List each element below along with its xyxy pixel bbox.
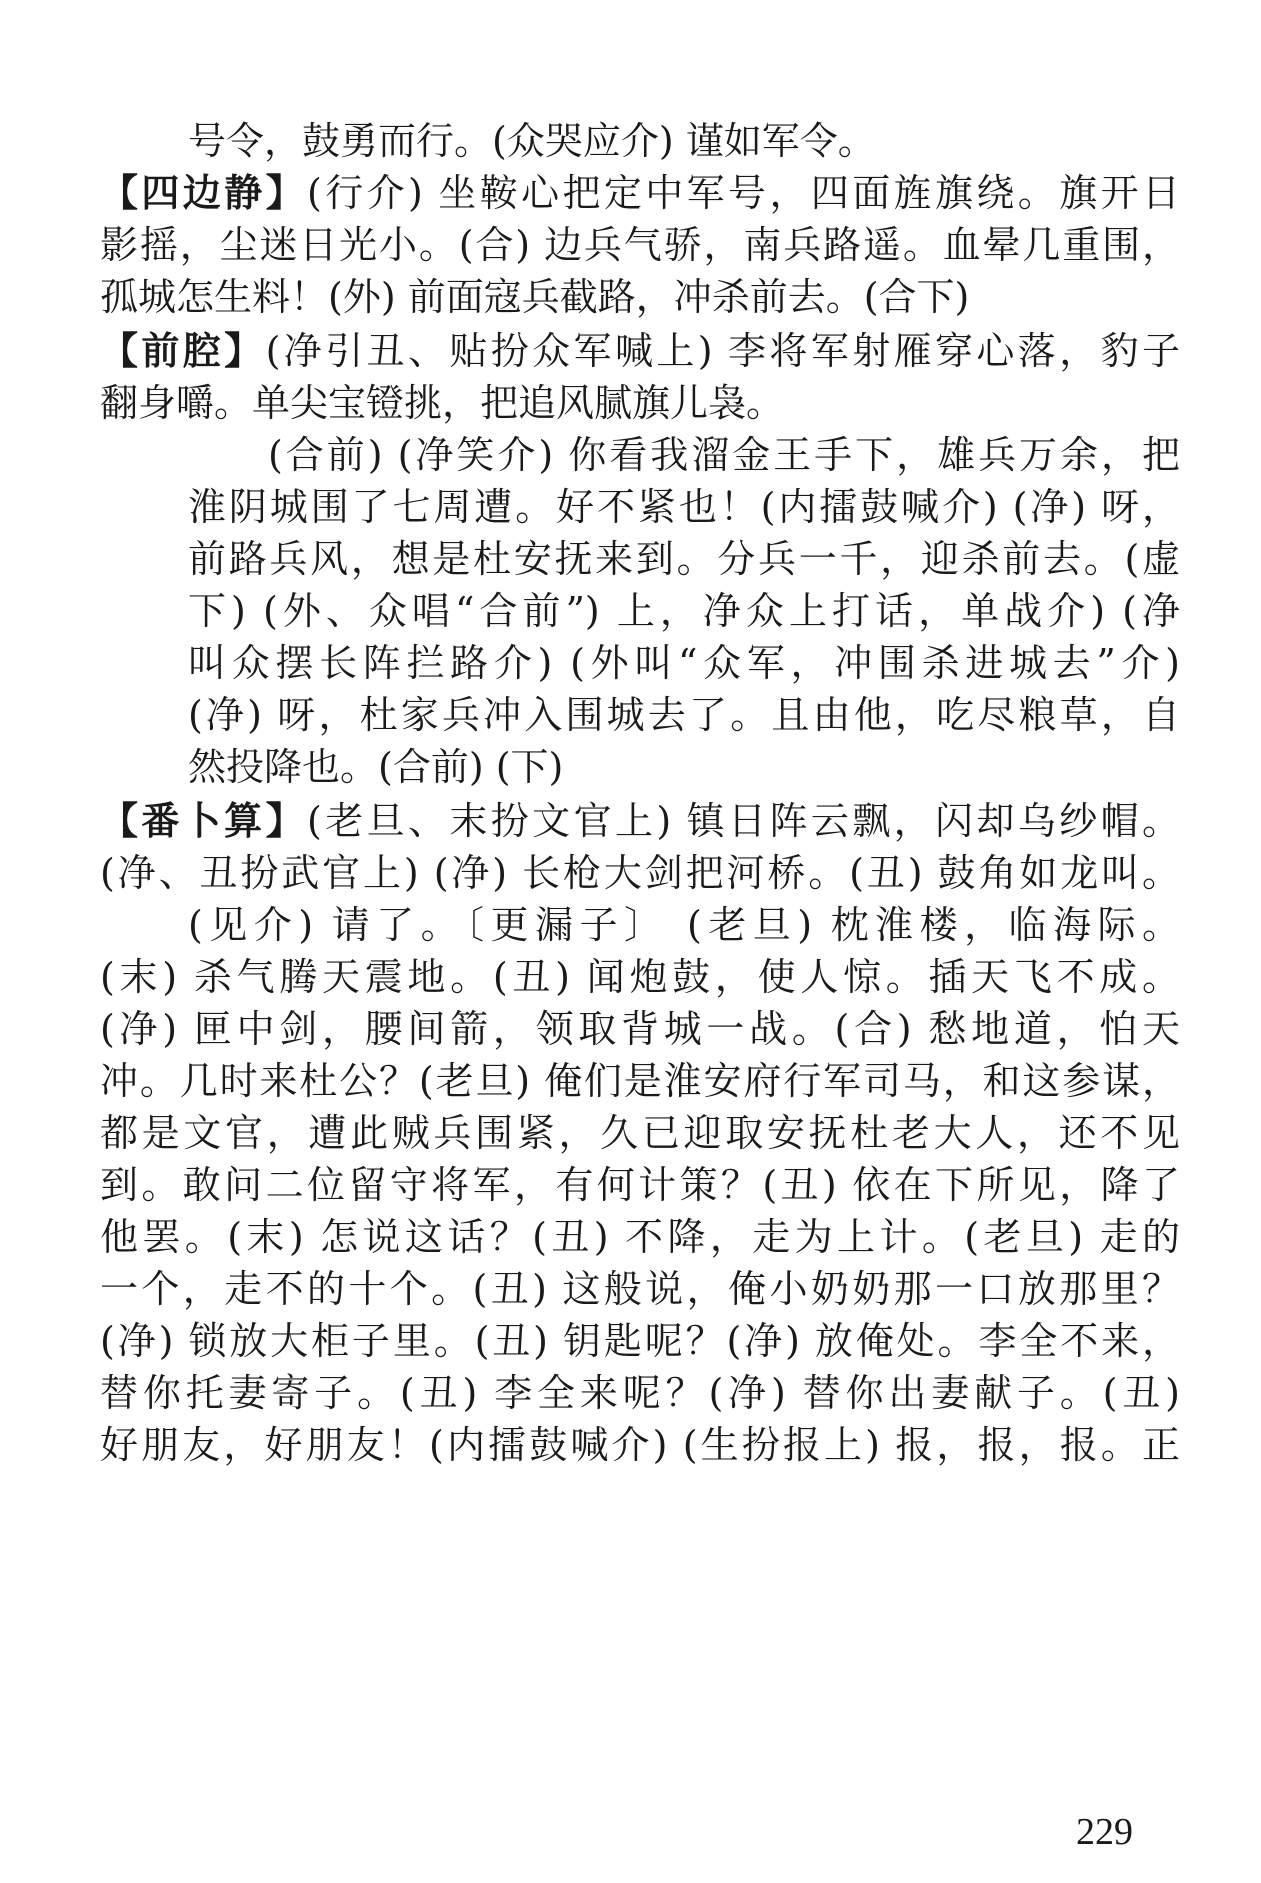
text-line: 孤城怎生料！(外) 前面寇兵截路，冲杀前去。(合下)	[100, 275, 970, 319]
text-line: (净、丑扮武官上) (净) 长枪大剑把河桥。(丑) 鼓角如龙叫。	[100, 851, 1180, 895]
text-line: 【前腔】(净引丑、贴扮众军喊上) 李将军射雁穿心落，豹子	[100, 329, 1180, 373]
text-line: 他罢。(末) 怎说这话？(丑) 不降，走为上计。(老旦) 走的	[100, 1215, 1180, 1259]
text-line: 都是文官，遭此贼兵围紧，久已迎取安抚杜老大人，还不见	[100, 1111, 1180, 1155]
text-line: 替你托妻寄子。(丑) 李全来呢？(净) 替你出妻献子。(丑)	[100, 1371, 1180, 1415]
text-line: (见介) 请了。〔更漏子〕 (老旦) 枕淮楼，临海际。	[188, 903, 1180, 947]
text-line: 【番卜算】(老旦、末扮文官上) 镇日阵云飘，闪却乌纱帽。	[100, 799, 1180, 843]
text-line: 影摇，尘迷日光小。(合) 边兵气骄，南兵路遥。血晕几重围，	[100, 223, 1180, 267]
text-line: 然投降也。(合前) (下)	[188, 745, 564, 789]
text-line: 淮阴城围了七周遭。好不紧也！(内擂鼓喊介) (净) 呀，	[188, 485, 1180, 529]
text-line: 下) (外、众唱“合前”) 上，净众上打话，单战介) (净	[188, 589, 1180, 633]
text-line: (合前) (净笑介) 你看我溜金王手下，雄兵万余，把	[268, 433, 1180, 477]
text-line: 一个，走不的十个。(丑) 这般说，俺小奶奶那一口放那里？	[100, 1267, 1180, 1311]
text-line: (净) 呀，杜家兵冲入围城去了。且由他，吃尽粮草，自	[188, 693, 1180, 737]
text-line: (末) 杀气腾天震地。(丑) 闻炮鼓，使人惊。插天飞不成。	[100, 955, 1180, 999]
text-line: (净) 匣中剑，腰间箭，领取背城一战。(合) 愁地道，怕天	[100, 1007, 1180, 1051]
tune-title: 【前腔】	[100, 329, 266, 373]
text-line: 叫众摆长阵拦路介) (外叫“众军，冲围杀进城去”介)	[188, 641, 1180, 685]
text-line: (净) 锁放大柜子里。(丑) 钥匙呢？(净) 放俺处。李全不来，	[100, 1319, 1180, 1363]
text-line: 号令，鼓勇而行。(众哭应介) 谨如军令。	[188, 119, 876, 163]
text-line: 冲。几时来杜公？(老旦) 俺们是淮安府行军司马，和这参谋，	[100, 1059, 1180, 1103]
text-line: 好朋友，好朋友！(内擂鼓喊介) (生扮报上) 报，报，报。正	[100, 1423, 1180, 1467]
tune-title: 【番卜算】	[100, 799, 307, 843]
text-line: 到。敢问二位留守将军，有何计策？(丑) 依在下所见，降了	[100, 1163, 1180, 1207]
page-number: 229	[1076, 1811, 1133, 1853]
tune-title: 【四边静】	[100, 171, 307, 215]
text-line: 【四边静】(行介) 坐鞍心把定中军号，四面旌旗绕。旗开日	[100, 171, 1180, 215]
text-line: 翻身嚼。单尖宝镫挑，把追风腻旗儿袅。	[100, 381, 785, 425]
text-line: 前路兵风，想是杜安抚来到。分兵一千，迎杀前去。(虚	[188, 537, 1180, 581]
